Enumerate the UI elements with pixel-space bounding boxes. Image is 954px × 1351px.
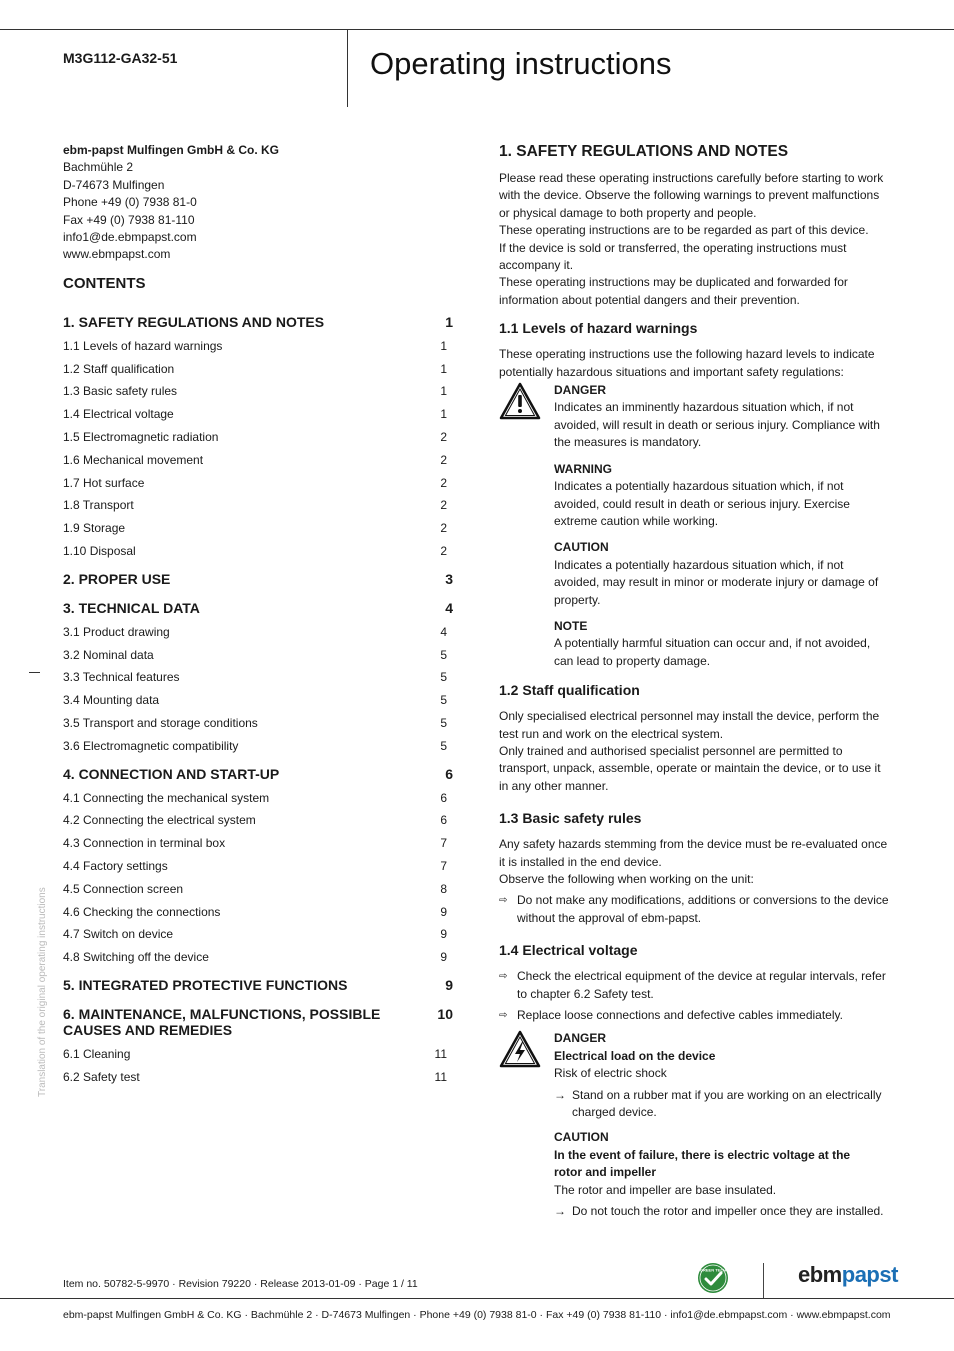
hazard-title: Electrical load on the device: [554, 1048, 716, 1063]
toc-item-title: 3.5 Transport and storage conditions: [63, 716, 258, 730]
toc-item[interactable]: [63, 624, 453, 647]
toc-item[interactable]: [63, 475, 453, 498]
toc-spacer: [63, 1092, 453, 1097]
toc-item-title: 1.10 Disposal: [63, 544, 136, 559]
toc-item-title: 1.6 Mechanical movement: [63, 452, 204, 467]
toc-page-number: 11: [434, 1069, 447, 1084]
toc-item[interactable]: [63, 338, 453, 361]
toc-item-title: 1.1 Levels of hazard warnings: [63, 338, 223, 353]
section-heading: 1. SAFETY REGULATIONS AND NOTES: [499, 143, 789, 160]
instruction-step-text: Stand on a rubber mat if you are working on an electrically charged device.: [572, 1087, 882, 1120]
toc-item[interactable]: [63, 497, 453, 520]
toc-item[interactable]: [63, 406, 453, 429]
right-column: [499, 142, 891, 1221]
toc-page-number: 5: [440, 670, 447, 685]
footer-rule: [0, 1298, 954, 1299]
toc-item[interactable]: [63, 429, 453, 452]
arrow-right-icon: →: [554, 1087, 566, 1102]
toc-item-title: 3.3 Technical features: [63, 670, 180, 685]
toc-page-number: 3: [445, 570, 453, 587]
toc-item[interactable]: [63, 881, 453, 904]
brand-papst: papst: [841, 1262, 898, 1287]
toc-page-number: 10: [437, 1005, 453, 1022]
toc-item[interactable]: [63, 669, 453, 692]
toc-page-number: 6: [445, 765, 453, 782]
toc-item[interactable]: [63, 949, 453, 972]
list-item: [499, 1007, 891, 1024]
address-email[interactable]: info1@de.ebmpapst.com: [63, 230, 197, 245]
paragraph: Any safety hazards stemming from the device must be re-evaluated once it is installed in the end device.: [499, 837, 888, 869]
toc-item-title: 4.1 Connecting the mechanical system: [63, 790, 270, 805]
toc-item-title: 4.3 Connection in terminal box: [63, 836, 226, 851]
list-item: [499, 892, 891, 927]
ebmpapst-logo: [798, 1260, 898, 1290]
toc-page-number: 8: [440, 881, 447, 896]
list-item-text: Replace loose connections and defective cables immediately.: [517, 1008, 843, 1023]
paragraph: These operating instructions may be duplicated and forwarded for information about potential dangers and their prevention.: [499, 275, 848, 307]
address-website[interactable]: www.ebmpapst.com: [63, 247, 171, 262]
table-of-contents: [63, 314, 453, 1097]
electric-shock-triangle-icon: [499, 1030, 541, 1068]
hazard-level-text: Indicates an imminently hazardous situation which, if not avoided, will result in death or serious injury. Compliance with the measures is mandatory.: [554, 400, 880, 450]
fold-mark: [29, 672, 40, 673]
brand-ebm: ebm: [798, 1262, 842, 1287]
toc-section[interactable]: [63, 600, 453, 616]
paragraph: If the device is sold or transferred, the operating instructions must accompany it.: [499, 240, 847, 273]
toc-item[interactable]: [63, 858, 453, 881]
toc-item-title: 3.1 Product drawing: [63, 624, 170, 639]
toc-page-number: 11: [434, 1046, 447, 1061]
subsection-heading: 1.3 Basic safety rules: [499, 810, 642, 827]
toc-item-title: 4.7 Switch on device: [63, 927, 174, 942]
toc-item-title: 6.1 Cleaning: [63, 1046, 131, 1061]
toc-section[interactable]: [63, 314, 453, 330]
footer-address: ebm-papst Mulfingen GmbH & Co. KG · Bachmühle 2 · D-74673 Mulfingen · Phone +49 (0) 7938 81-0 · Fax +49 (0) 7938 81-110 · info1@de.ebmpapst.com · www.ebmpapst.com: [63, 1309, 891, 1321]
hazard-levels: [499, 382, 891, 670]
toc-item[interactable]: [63, 835, 453, 858]
company-name: ebm-papst Mulfingen GmbH & Co. KG: [63, 143, 279, 157]
toc-page-number: 4: [445, 599, 453, 616]
electrical-hazard-block: [499, 1030, 891, 1220]
toc-item-title: 4.8 Switching off the device: [63, 950, 209, 965]
toc-section[interactable]: [63, 1006, 453, 1038]
paragraph: Only specialised electrical personnel may install the device, perform the test run and work on the electrical system.: [499, 709, 880, 741]
toc-section-title: 3. TECHNICAL DATA: [63, 599, 200, 616]
toc-item-title: 4.4 Factory settings: [63, 858, 168, 873]
toc-item[interactable]: [63, 1046, 453, 1069]
hazard-level-label: DANGER: [554, 383, 607, 398]
toc-page-number: 1: [440, 338, 447, 353]
arrow-bullet-icon: ⇨: [499, 1010, 508, 1022]
toc-section-title: 5. INTEGRATED PROTECTIVE FUNCTIONS: [63, 976, 348, 993]
arrow-bullet-icon: ⇨: [499, 971, 508, 983]
toc-item[interactable]: [63, 738, 453, 761]
toc-section-title: 1. SAFETY REGULATIONS AND NOTES: [63, 313, 325, 330]
toc-item-title: 3.4 Mounting data: [63, 693, 160, 708]
toc-page-number: 9: [440, 927, 447, 942]
toc-page-number: 2: [440, 544, 447, 559]
toc-item-title: 4.5 Connection screen: [63, 881, 184, 896]
subsection-heading: 1.4 Electrical voltage: [499, 942, 638, 959]
toc-page-number: 7: [440, 858, 447, 873]
address-fax: Fax +49 (0) 7938 81-110: [63, 212, 195, 227]
toc-item[interactable]: [63, 715, 453, 738]
toc-item[interactable]: [63, 812, 453, 835]
hazard-text: Risk of electric shock: [554, 1066, 667, 1081]
toc-page-number: 5: [440, 647, 447, 662]
toc-page-number: 1: [445, 313, 453, 330]
toc-item-title: 1.8 Transport: [63, 498, 134, 513]
toc-page-number: 5: [440, 716, 447, 730]
toc-page-number: 1: [440, 407, 447, 422]
instruction-step: [554, 1087, 891, 1122]
toc-item[interactable]: [63, 452, 453, 475]
toc-page-number: 7: [440, 836, 447, 851]
toc-item[interactable]: [63, 790, 453, 813]
toc-item-title: 1.5 Electromagnetic radiation: [63, 430, 219, 445]
hazard-level-text: A potentially harmful situation can occur and, if not avoided, can lead to property damage.: [554, 636, 871, 668]
address-phone: Phone +49 (0) 7938 81-0: [63, 195, 197, 210]
toc-page-number: 1: [440, 384, 447, 399]
arrow-right-icon: →: [554, 1204, 566, 1219]
toc-section[interactable]: [63, 571, 453, 587]
green-tech-logo-icon: [697, 1262, 729, 1294]
paragraph: These operating instructions are to be regarded as part of this device.: [499, 223, 869, 238]
toc-item[interactable]: [63, 647, 453, 670]
toc-item-title: 1.9 Storage: [63, 521, 126, 536]
warning-triangle-icon: [499, 382, 541, 420]
list-item-text: Check the electrical equipment of the device at regular intervals, refer to chapter 6.2 Safety test.: [517, 969, 886, 1001]
list-item: [499, 968, 891, 1003]
paragraph: Observe the following when working on the unit:: [499, 872, 754, 886]
contents-heading: CONTENTS: [63, 274, 146, 292]
toc-page-number: 6: [440, 813, 447, 828]
hazard-level-label: CAUTION: [554, 540, 609, 555]
paragraph: Only trained and authorised specialist personnel are permitted to transport, unpack, assemble, operate or maintain the device, or to use it in any other manner.: [499, 743, 881, 793]
toc-page-number: 9: [440, 950, 447, 965]
toc-item-title: 6.2 Safety test: [63, 1069, 140, 1084]
toc-section[interactable]: [63, 766, 453, 782]
toc-page-number: 2: [440, 430, 447, 445]
instruction-step: [554, 1203, 891, 1220]
toc-section[interactable]: [63, 977, 453, 993]
toc-item-title: 1.4 Electrical voltage: [63, 407, 174, 422]
toc-page-number: 5: [440, 693, 447, 708]
toc-item[interactable]: [63, 1069, 453, 1092]
arrow-bullet-icon: ⇨: [499, 895, 508, 907]
hazard-level-text: Indicates a potentially hazardous situation which, if not avoided, could result in death or serious injury. Exercise extreme caution while working.: [554, 479, 850, 528]
toc-page-number: 9: [445, 976, 453, 993]
paragraph: These operating instructions use the following hazard levels to indicate potentially hazardous situations and important safety regulations:: [499, 347, 875, 379]
hazard-text: The rotor and impeller are base insulated.: [554, 1182, 777, 1197]
toc-section-title: 6. MAINTENANCE, MALFUNCTIONS, POSSIBLE CAUSES AND REMEDIES: [63, 1005, 381, 1038]
toc-page-number: 2: [440, 521, 447, 536]
item-number: Item no. 50782-5-9970 · Revision 79220 · Release 2013-01-09 · Page 1 / 11: [63, 1278, 418, 1290]
toc-item-title: 4.6 Checking the connections: [63, 904, 221, 919]
instruction-step-text: Do not touch the rotor and impeller once they are installed.: [572, 1204, 884, 1219]
toc-page-number: 2: [440, 498, 447, 513]
logo-divider: [763, 1263, 764, 1299]
toc-item[interactable]: [63, 361, 453, 384]
toc-section-title: 4. CONNECTION AND START-UP: [63, 765, 280, 782]
subsection-heading: 1.2 Staff qualification: [499, 682, 640, 699]
toc-page-number: 2: [440, 475, 447, 490]
toc-item[interactable]: [63, 383, 453, 406]
hazard-title: In the event of failure, there is electric voltage at the rotor and impeller: [554, 1147, 851, 1180]
toc-page-number: 1: [440, 361, 447, 376]
toc-item[interactable]: [63, 926, 453, 949]
list-item-text: Do not make any modifications, additions or conversions to the device without the approval of ebm-papst.: [517, 893, 889, 925]
header-divider: [347, 29, 348, 107]
toc-section-title: 2. PROPER USE: [63, 570, 171, 587]
toc-item[interactable]: [63, 543, 453, 566]
company-address: [63, 142, 453, 264]
toc-item-title: 1.7 Hot surface: [63, 475, 145, 490]
paragraph: Please read these operating instructions carefully before starting to work with the device. Observe the following warnings to prevent malfunctions or physical damage to both property and people.: [499, 171, 884, 220]
page-title: Operating instructions: [370, 46, 672, 81]
toc-page-number: 6: [440, 790, 447, 805]
toc-item-title: 4.2 Connecting the electrical system: [63, 813, 256, 828]
address-line: Bachmühle 2: [63, 160, 134, 175]
hazard-level-label: NOTE: [554, 618, 588, 633]
toc-item-title: 3.6 Electromagnetic compatibility: [63, 738, 239, 753]
header-rule: [0, 29, 954, 30]
toc-page-number: 4: [440, 624, 447, 639]
hazard-level-label: CAUTION: [554, 1130, 609, 1145]
toc-page-number: 2: [440, 452, 447, 467]
model-number: M3G112-GA32-51: [63, 50, 178, 66]
toc-item-title: 3.2 Nominal data: [63, 647, 154, 662]
green-tech-label: GREEN TECH: [699, 1267, 727, 1273]
hazard-level-text: Indicates a potentially hazardous situation which, if not avoided, may result in minor or moderate injury or damage of property.: [554, 557, 879, 607]
toc-page-number: 5: [440, 738, 447, 753]
toc-item-title: 1.3 Basic safety rules: [63, 384, 178, 399]
toc-item[interactable]: [63, 520, 453, 543]
address-line: D-74673 Mulfingen: [63, 177, 165, 192]
subsection-heading: 1.1 Levels of hazard warnings: [499, 320, 698, 337]
hazard-level-label: WARNING: [554, 461, 612, 476]
toc-item[interactable]: [63, 904, 453, 927]
toc-item[interactable]: [63, 692, 453, 715]
left-column: [63, 142, 453, 1097]
translation-note: Translation of the original operating instructions: [37, 887, 48, 1097]
toc-item-title: 1.2 Staff qualification: [63, 361, 175, 376]
hazard-level-label: DANGER: [554, 1031, 607, 1046]
toc-page-number: 9: [440, 904, 447, 919]
